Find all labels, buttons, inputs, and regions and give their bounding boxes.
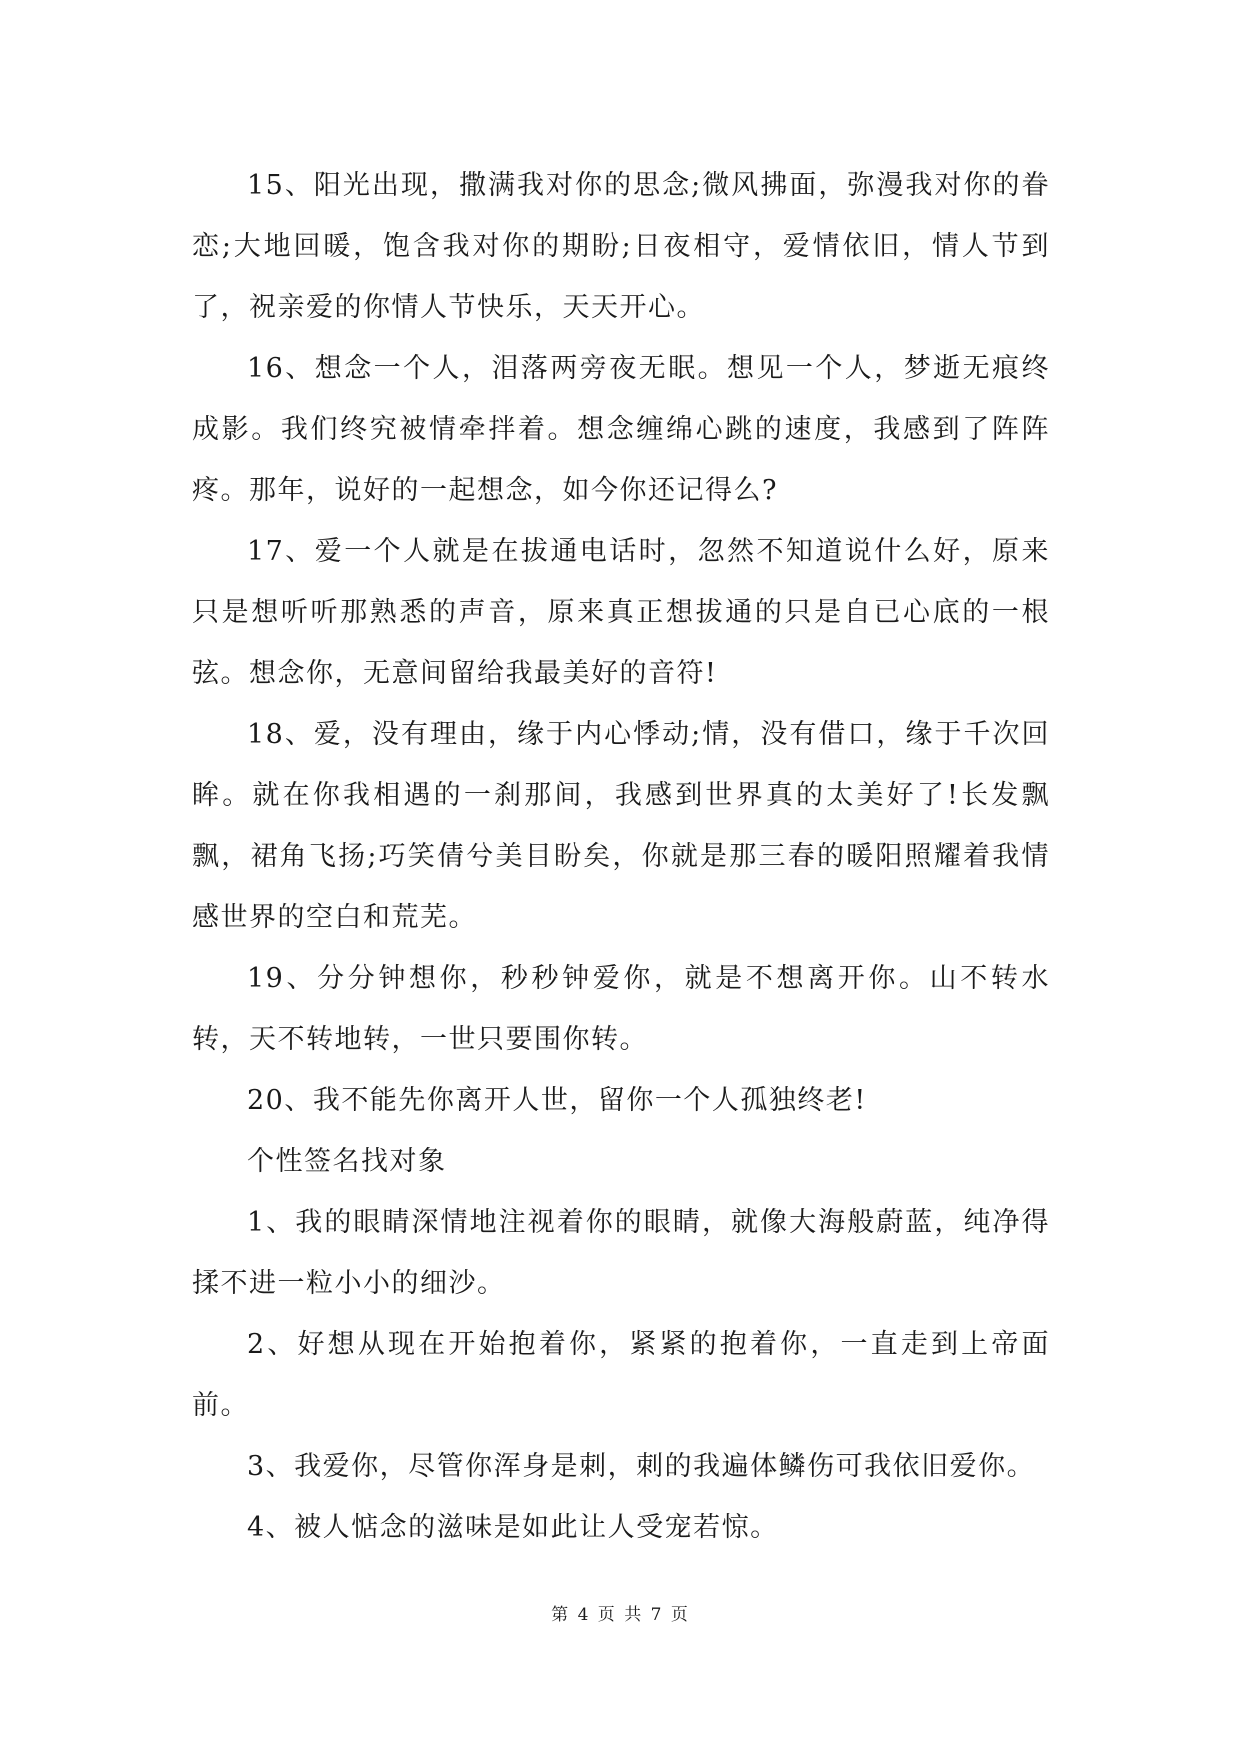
paragraph-16: 16、想念一个人，泪落两旁夜无眠。想见一个人，梦逝无痕终成影。我们终究被情牵拌着。想念缠绵心跳的速度，我感到了阵阵疼。那年，说好的一起想念，如今你还记得么? — [192, 353, 1050, 506]
paragraph-20: 20、我不能先你离开人世，留你一个人孤独终老! — [247, 1085, 867, 1116]
paragraph-17: 17、爱一个人就是在拔通电话时，忽然不知道说什么好，原来只是想听听那熟悉的声音，原来真正想拔通的只是自已心底的一根弦。想念你，无意间留给我最美好的音符! — [192, 536, 1050, 689]
paragraph-19: 19、分分钟想你，秒秒钟爱你，就是不想离开你。山不转水转，天不转地转，一世只要围你转。 — [192, 963, 1050, 1055]
section-paragraph-2: 2、好想从现在开始抱着你，紧紧的抱着你，一直走到上帝面前。 — [192, 1329, 1050, 1421]
section-paragraph-1: 1、我的眼睛深情地注视着你的眼睛，就像大海般蔚蓝，纯净得揉不进一粒小小的细沙。 — [192, 1207, 1050, 1299]
paragraph-15: 15、阳光出现，撒满我对你的思念;微风拂面，弥漫我对你的眷恋;大地回暖，饱含我对你的期盼;日夜相守，爱情依旧，情人节到了，祝亲爱的你情人节快乐，天天开心。 — [192, 170, 1050, 323]
section-paragraph-3: 3、我爱你，尽管你浑身是刺，刺的我遍体鳞伤可我依旧爱你。 — [247, 1451, 1036, 1482]
document-body — [192, 155, 1050, 1558]
paragraph-18: 18、爱，没有理由，缘于内心悸动;情，没有借口，缘于千次回眸。就在你我相遇的一刹那间，我感到世界真的太美好了!长发飘飘，裙角飞扬;巧笑倩兮美目盼矣，你就是那三春的暖阳照耀着我情感世界的空白和荒芜。 — [192, 719, 1050, 933]
section-heading: 个性签名找对象 — [247, 1146, 447, 1177]
page-number-footer: 第 4 页 共 7 页 — [551, 1605, 690, 1625]
section-paragraph-4: 4、被人惦念的滋味是如此让人受宠若惊。 — [247, 1512, 779, 1543]
